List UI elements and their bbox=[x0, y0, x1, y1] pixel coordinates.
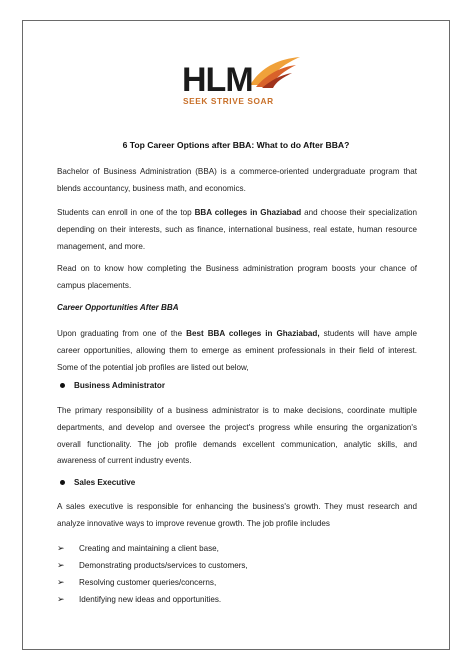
arrow-bullet-icon: ➢ bbox=[57, 577, 65, 587]
list-item: ➢ Identifying new ideas and opportunities. bbox=[57, 591, 248, 608]
bullet-icon bbox=[60, 383, 65, 388]
logo-wordmark: HLM bbox=[182, 61, 253, 99]
bba-colleges-link-text: BBA colleges in Ghaziabad bbox=[194, 208, 302, 217]
business-administrator-description: The primary responsibility of a business administrator is to make decisions, coordinate multiple departments, and develop and oversee the project's progress while ensuring the organization's overall functionality. The job profile demands excellent communication, analytic skills, and awareness of current industry events. bbox=[57, 406, 417, 466]
wing-logo-icon bbox=[246, 55, 302, 89]
role-heading-business-administrator: Business Administrator bbox=[57, 381, 165, 390]
intro-paragraph: Bachelor of Business Administration (BBA) is a commerce-oriented undergraduate program that blends accountancy, business math, and economics. bbox=[57, 167, 417, 193]
document-title: 6 Top Career Options after BBA: What to do After BBA? bbox=[122, 140, 350, 150]
arrow-bullet-icon: ➢ bbox=[57, 543, 65, 553]
sales-executive-description: A sales executive is responsible for enhancing the business's growth. They must research and analyze innovative ways to improve revenue growth. The job profile includes bbox=[57, 502, 417, 528]
arrow-bullet-icon: ➢ bbox=[57, 594, 65, 604]
hlm-logo bbox=[182, 63, 297, 113]
graduating-paragraph: Upon graduating from one of the Best BBA colleges in Ghaziabad, students will have ample career opportunities, allowing them to emerge as eminent professionals in their field of interest. Some of the potential job profiles are listed out below, bbox=[57, 329, 417, 372]
list-item: ➢ Creating and maintaining a client base, bbox=[57, 540, 248, 557]
bullet-icon bbox=[60, 480, 65, 485]
sales-duties-list bbox=[57, 540, 248, 608]
list-item: ➢ Demonstrating products/services to customers, bbox=[57, 557, 248, 574]
role-heading-sales-executive: Sales Executive bbox=[57, 478, 135, 487]
list-item: ➢ Resolving customer queries/concerns, bbox=[57, 574, 248, 591]
enroll-paragraph: Students can enroll in one of the top BBA colleges in Ghaziabad and choose their specialization depending on their interests, such as finance, international business, real estate, human resource management, and more. bbox=[57, 208, 417, 251]
arrow-bullet-icon: ➢ bbox=[57, 560, 65, 570]
best-bba-colleges-text: Best BBA colleges in Ghaziabad, bbox=[186, 329, 320, 338]
logo-tagline: SEEK STRIVE SOAR bbox=[183, 96, 274, 106]
read-on-paragraph: Read on to know how completing the Business administration program boosts your chance of campus placements. bbox=[57, 264, 417, 290]
section-heading: Career Opportunities After BBA bbox=[57, 303, 179, 312]
